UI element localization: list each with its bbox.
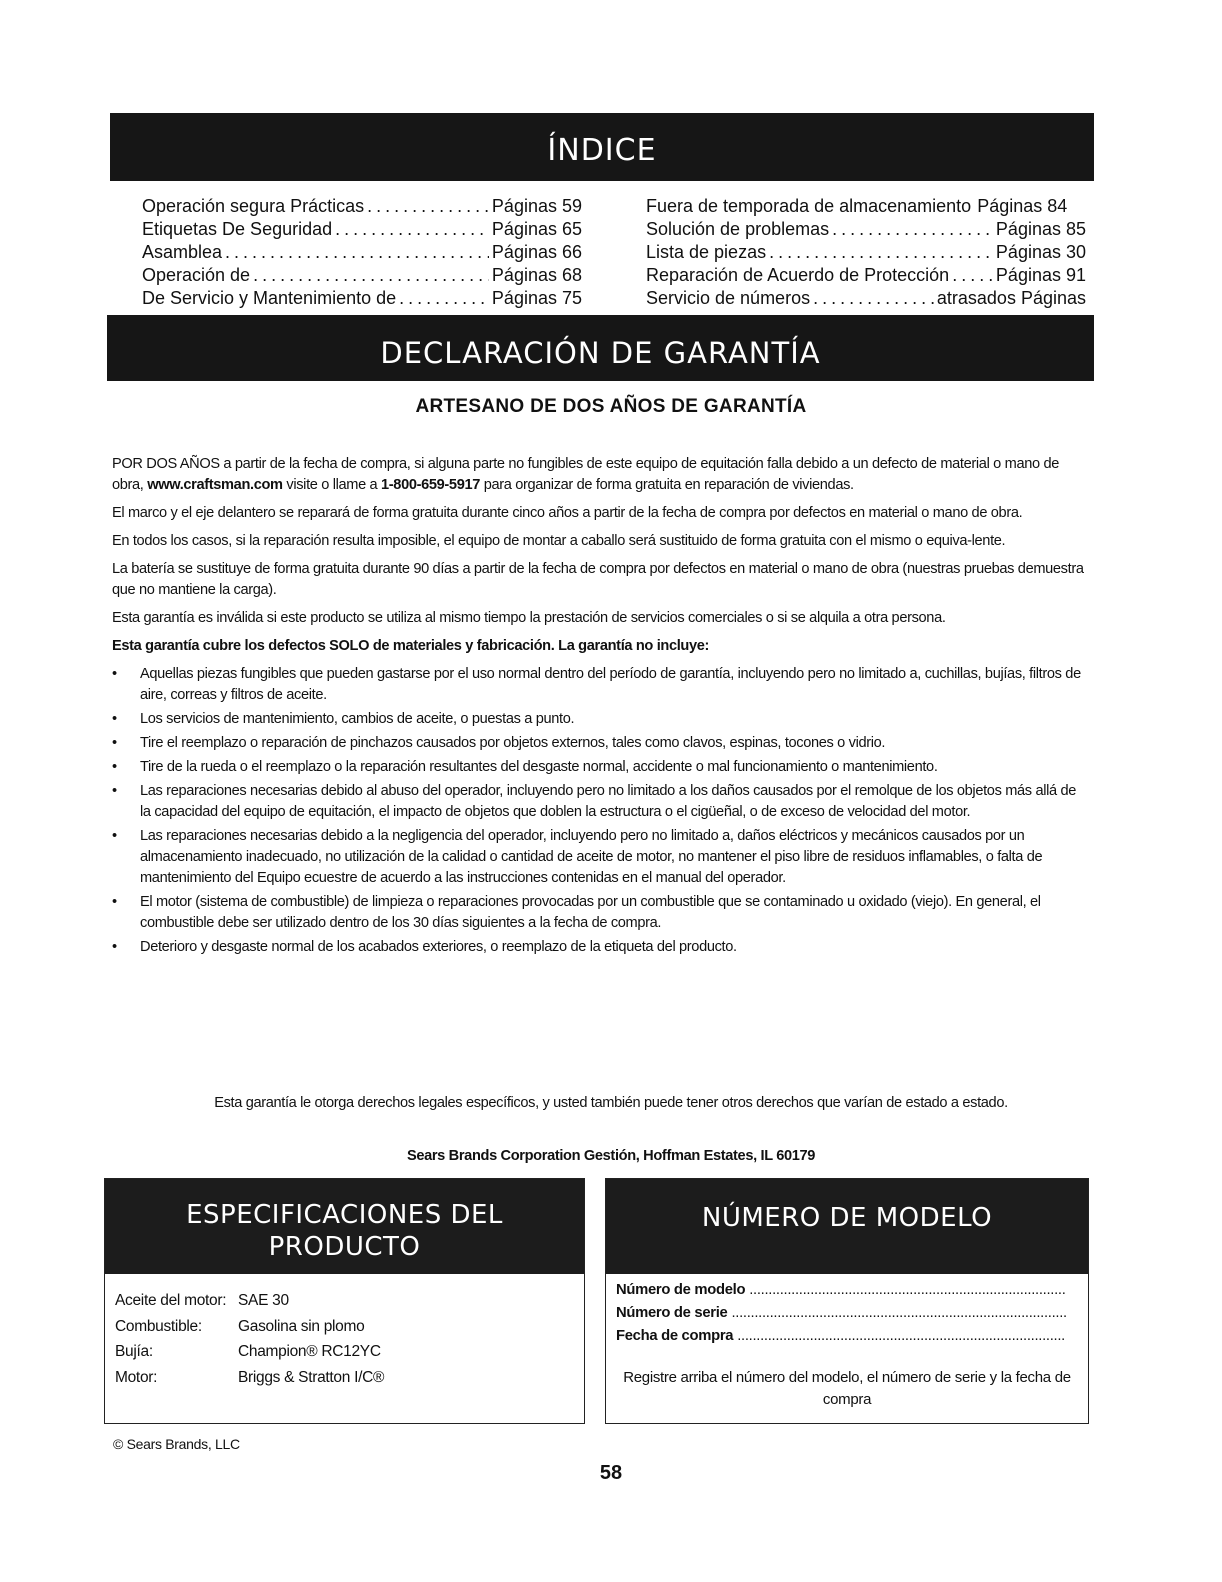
list-item: • Aquellas piezas fungibles que pueden gastarse por el uso normal dentro del período de garantía, incluyendo pero no limitado a, cuchillas, bujías, filtros de aire, correas y filtros de aceite. xyxy=(112,664,1087,706)
warranty-url[interactable]: www.craftsman.com xyxy=(147,477,283,493)
exclusions-list xyxy=(112,664,1087,958)
page-number: 58 xyxy=(599,1462,623,1484)
table-row: Motor: Briggs & Stratton I/C® xyxy=(115,1368,385,1386)
product-specs-header: ESPECIFICACIONES DEL PRODUCTO xyxy=(105,1179,584,1274)
toc-entry: De Servicio y Mantenimiento de . . . Páginas 75 xyxy=(142,287,582,310)
toc-entry: Lista de piezas . . . Páginas 30 xyxy=(646,241,1086,264)
toc-entry: Asamblea . . . Páginas 66 xyxy=(142,241,582,264)
list-item: • Los servicios de mantenimiento, cambios de aceite, o puestas a punto. xyxy=(112,709,1087,730)
toc-right-column xyxy=(646,195,1086,310)
warranty-exclusions-heading: Esta garantía cubre los defectos SOLO de materiales y fabricación. La garantía no incluye: xyxy=(112,638,710,654)
warranty-paragraph: Esta garantía es inválida si este producto se utiliza al mismo tiempo la prestación de servicios comerciales o si se alquila a otra persona. xyxy=(112,610,946,626)
toc-entry: Servicio de números . . . atrasados Páginas xyxy=(646,287,1086,310)
list-item: • Deterioro y desgaste normal de los acabados exteriores, o reemplazo de la etiqueta del producto. xyxy=(112,937,1087,958)
purchase-date-field[interactable]: Fecha de compra ..... xyxy=(616,1328,1066,1351)
list-item: • Tire el reemplazo o reparación de pinchazos causados por objetos externos, tales como clavos, espinas, tocones o vidrio. xyxy=(112,733,1087,754)
table-row: Combustible: Gasolina sin plomo xyxy=(115,1317,365,1335)
indice-header: ÍNDICE xyxy=(110,113,1094,181)
list-item: • Tire de la rueda o el reemplazo o la reparación resultantes del desgaste normal, accidente o mal funcionamiento o mantenimiento. xyxy=(112,757,1087,778)
list-item: • El motor (sistema de combustible) de limpieza o reparaciones provocadas por un combustible que se contaminado u oxidado (viejo). En general, el combustible debe ser utilizado dentro de los 30 días siguientes a la fecha de compra. xyxy=(112,892,1087,934)
warranty-paragraph: En todos los casos, si la reparación resulta imposible, el equipo de montar a caballo será sustituido de forma gratuita con el mismo o equiva-lente. xyxy=(112,533,1006,549)
model-number-header: NÚMERO DE MODELO xyxy=(606,1179,1088,1274)
model-number-field[interactable]: Número de modelo ..... xyxy=(616,1282,1066,1305)
toc-entry: Operación segura Prácticas . . . Páginas 59 xyxy=(142,195,582,218)
model-note: Registre arriba el número del modelo, el número de serie y la fecha de compra xyxy=(623,1369,1071,1408)
corporation-line: Sears Brands Corporation Gestión, Hoffman Estates, IL 60179 xyxy=(406,1148,816,1164)
warranty-subtitle: ARTESANO DE DOS AÑOS DE GARANTÍA xyxy=(415,396,807,417)
warranty-closing: Esta garantía le otorga derechos legales específicos, y usted también puede tener otros derechos que varían de estado a estado. xyxy=(214,1095,1008,1111)
warranty-phone: 1-800-659-5917 xyxy=(381,477,480,493)
model-number-box xyxy=(605,1178,1089,1424)
list-item: • Las reparaciones necesarias debido a la negligencia del operador, incluyendo pero no limitado a, daños eléctricos y mecánicos causados por un almacenamiento inadecuado, no utilización de la calidad o cantidad de aceite de motor, no mantener el piso libre de residuos inflamables, o falta de mantenimiento del Equipo ecuestre de acuerdo a las instrucciones contenidas en el manual del operador. xyxy=(112,826,1087,889)
serial-number-field[interactable]: Número de serie ..... xyxy=(616,1305,1066,1328)
specs-table xyxy=(115,1292,384,1394)
toc-entry: Reparación de Acuerdo de Protección . . . Páginas 91 xyxy=(646,264,1086,287)
toc-entry: Etiquetas De Seguridad . . . Páginas 65 xyxy=(142,218,582,241)
warranty-body xyxy=(112,454,1087,961)
warranty-paragraph: El marco y el eje delantero se reparará de forma gratuita durante cinco años a partir de la fecha de compra por defectos en material o mano de obra. xyxy=(112,505,1023,521)
warranty-paragraph: La batería se sustituye de forma gratuita durante 90 días a partir de la fecha de compra por defectos en material o mano de obra (nuestras pruebas demuestra que no mantiene la carga). xyxy=(112,561,1084,598)
product-specs-box xyxy=(104,1178,585,1424)
model-fields xyxy=(616,1282,1066,1351)
copyright: © Sears Brands, LLC xyxy=(113,1436,240,1452)
toc-entry: Solución de problemas . . . Páginas 85 xyxy=(646,218,1086,241)
toc-entry: Fuera de temporada de almacenamiento Páginas 84 xyxy=(646,196,1068,216)
table-row: Aceite del motor: SAE 30 xyxy=(115,1292,289,1309)
warranty-header: DECLARACIÓN DE GARANTÍA xyxy=(107,315,1094,381)
list-item: • Las reparaciones necesarias debido al abuso del operador, incluyendo pero no limitado a los daños causados por el remolque de los objetos más allá de la capacidad del equipo de equitación, el impacto de objetos que doblen la estructura o el cigüeñal, o de exceso de velocidad del motor. xyxy=(112,781,1087,823)
table-row: Bujía: Champion® RC12YC xyxy=(115,1343,381,1360)
toc-left-column xyxy=(142,195,582,310)
warranty-paragraph: POR DOS AÑOS a partir de la fecha de compra, si alguna parte no fungibles de este equipo de equitación falla debido a un defecto de material o mano de obra, www.craftsman.com visite o llame a 1-800-659-5917 para organizar de forma gratuita en reparación de viviendas. xyxy=(112,456,1059,493)
toc-entry: Operación de . . . Páginas 68 xyxy=(142,264,582,287)
